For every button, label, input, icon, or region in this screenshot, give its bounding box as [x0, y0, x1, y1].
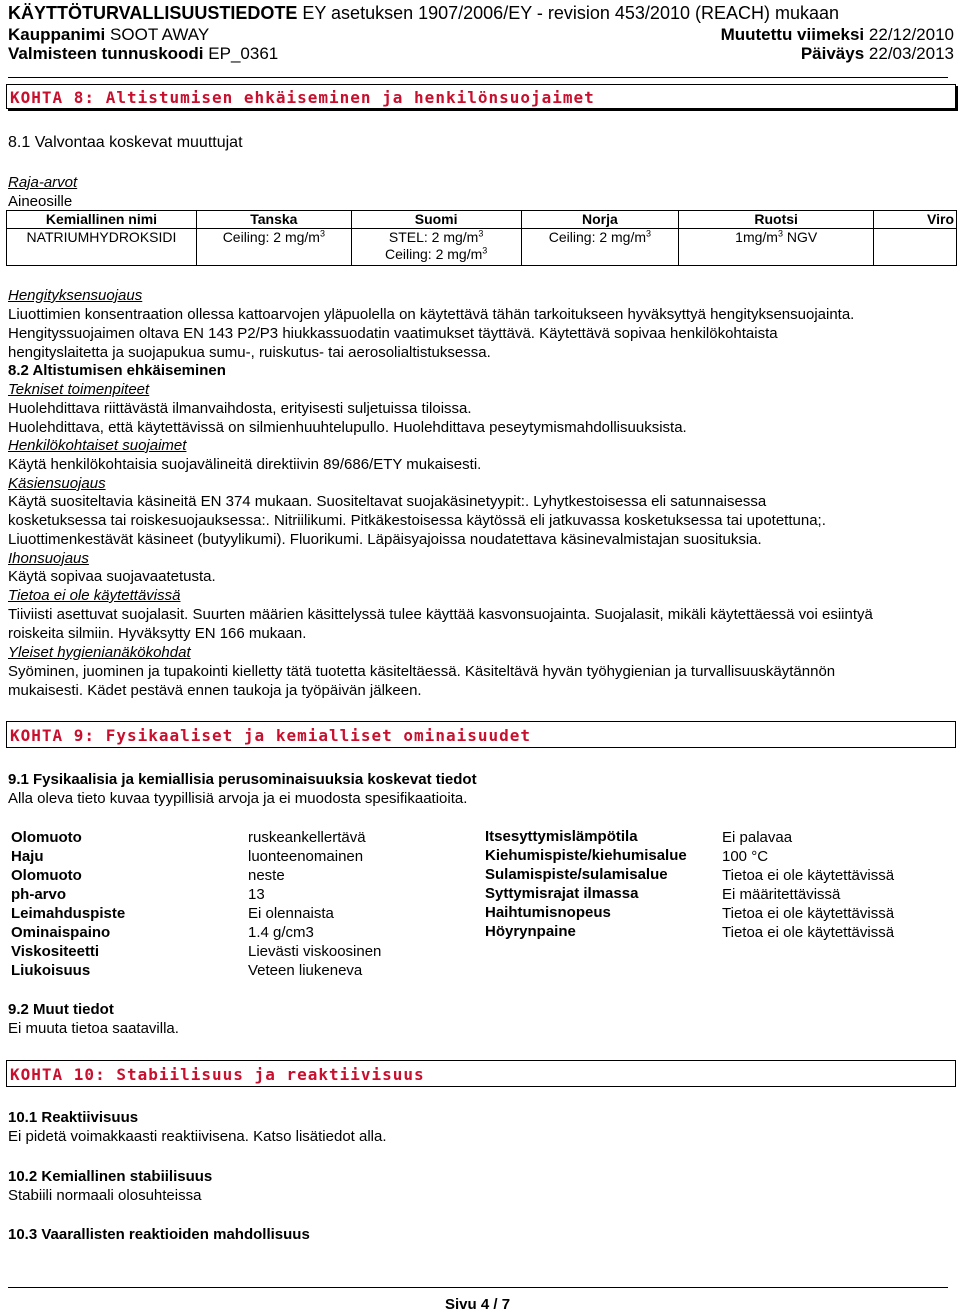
property-label: Höyrynpaine	[485, 923, 576, 940]
properties-left-labels	[11, 828, 125, 980]
norja-cell: Ceiling: 2 $mg/m^3$	[521, 229, 679, 266]
skin-protection-text: Käytä sopivaa suojavaatetusta.	[8, 568, 216, 585]
ppe-text: Käytä henkilökohtaisia suojavälineitä direktiivin 89/686/ETY mukaisesti.	[8, 456, 482, 473]
property-label: Syttymisrajat ilmassa	[485, 885, 639, 902]
property-value: ruskeankellertävä	[248, 829, 366, 846]
property-value: Tietoa ei ole käytettävissä	[722, 867, 895, 884]
property-value: Tietoa ei ole käytettävissä	[722, 924, 895, 941]
section9-bar	[6, 721, 956, 748]
property-value: Lievästi viskoosinen	[248, 943, 382, 960]
subsection-10-1-title: 10.1 Reaktiivisuus	[8, 1109, 139, 1126]
subsection-9-2-text: Ei muuta tietoa saatavilla.	[8, 1020, 179, 1037]
property-label: Haihtumisnopeus	[485, 904, 611, 921]
property-value: 13	[248, 886, 265, 903]
subsection-10-2-title: 10.2 Kemiallinen stabiilisuus	[8, 1168, 213, 1185]
column-header: Ruotsi	[679, 211, 874, 229]
subsection-9-2-title: 9.2 Muut tiedot	[8, 1001, 114, 1018]
substances-label: Aineosille	[8, 193, 73, 210]
property-value: Veteen liukeneva	[248, 962, 363, 979]
property-label: ph-arvo	[11, 886, 67, 903]
issue-date-label: Päiväys	[800, 44, 865, 63]
property-value: 1.4 g/cm3	[248, 924, 314, 941]
section9-title: KOHTA 9: Fysikaaliset ja kemialliset ominaisuudet	[10, 726, 532, 745]
property-label: Liukoisuus	[11, 962, 91, 979]
ruotsi-cell: $1mg/m^3$ NGV	[679, 229, 874, 266]
page-number: Sivu 4 / 7	[445, 1296, 511, 1313]
section10-bar	[6, 1060, 956, 1087]
last-modified-value: 22/12/2010	[868, 25, 954, 44]
product-code-label: Valmisteen tunnuskoodi	[8, 44, 204, 63]
subsection-8-2-title: 8.2 Altistumisen ehkäiseminen	[8, 362, 226, 379]
regulation-text: EY asetuksen 1907/2006/EY - revision 453/2010 (REACH) mukaan	[302, 3, 840, 23]
section8-title: KOHTA 8: Altistumisen ehkäiseminen ja henkilönsuojaimet	[10, 88, 595, 107]
column-header: Suomi	[351, 211, 521, 229]
property-value: neste	[248, 867, 285, 884]
subsection-10-3-title: 10.3 Vaarallisten reaktioiden mahdollisuus	[8, 1226, 310, 1243]
hygiene-heading: Yleiset hygienianäkökohdat	[8, 644, 191, 661]
limits-heading: Raja-arvot	[8, 174, 78, 191]
property-value: Ei palavaa	[722, 829, 793, 846]
footer-divider	[8, 1287, 948, 1288]
technical-measures-text: Huolehdittava, että käytettävissä on silmienhuuhtelupullo. Huolehdittava peseytymismahdollisuuksista.	[8, 419, 687, 436]
technical-measures-text: Huolehdittava riittävästä ilmanvaihdosta, erityisesti suljetuissa tiloissa.	[8, 400, 472, 417]
eye-protection-text: Tiiviisti asettuvat suojalasit. Suurten määrien käsittelyssä tulee käyttää kasvonsuojainta. Suojalasit, mikäli käytettäessä voi esiintyä	[8, 606, 873, 623]
trade-name-value: SOOT AWAY	[110, 25, 210, 44]
property-label: Olomuoto	[11, 829, 82, 846]
property-label: Kiehumispiste/kiehumisalue	[485, 847, 687, 864]
column-header: Norja	[521, 211, 679, 229]
properties-right-values	[722, 828, 894, 942]
column-header: Tanska	[196, 211, 351, 229]
hygiene-text: mukaisesti. Kädet pestävä ennen taukoja ja työpäivän jälkeen.	[8, 682, 422, 699]
table-row	[7, 229, 957, 266]
issue-date-value: 22/03/2013	[868, 44, 954, 63]
property-label: Olomuoto	[11, 867, 82, 884]
subsection-9-1-title: 9.1 Fysikaalisia ja kemiallisia perusominaisuuksia koskevat tiedot	[8, 771, 477, 788]
section8-bar	[6, 84, 956, 109]
respiratory-text: Liuottimien konsentraation ollessa kattoarvojen yläpuolella on käytettävä tähän tarkoitukseen hyväksyttyä hengityksensuojainta.	[8, 306, 855, 323]
respiratory-text: Hengityssuojaimen oltava EN 143 P2/P3 hiukkassuodatin vaatimukset täyttävä. Käytettävä sopivaa henkilökohtaista	[8, 325, 778, 342]
property-value: luonteenomainen	[248, 848, 364, 865]
respiratory-heading: Hengityksensuojaus	[8, 287, 143, 304]
eye-protection-text: roiskeita silmiin. Hyväksytty EN 166 mukaan.	[8, 625, 307, 642]
property-value: Tietoa ei ole käytettävissä	[722, 905, 895, 922]
hand-protection-text: Käytä suositeltavia käsineitä EN 374 mukaan. Suositeltavat suojakäsinetyypit:. Lyhytkestoisessa eli satunnaisessa	[8, 493, 767, 510]
property-label: Itsesyttymislämpötila	[485, 828, 638, 845]
property-label: Leimahduspiste	[11, 905, 126, 922]
technical-measures-heading: Tekniset toimenpiteet	[8, 381, 150, 398]
subsection-9-1-text: Alla oleva tieto kuvaa tyypillisiä arvoja ja ei muodosta spesifikaatioita.	[8, 790, 468, 807]
section10-title: KOHTA 10: Stabiilisuus ja reaktiivisuus	[10, 1065, 425, 1084]
chemical-name-cell: NATRIUMHYDROKSIDI	[7, 229, 197, 266]
property-label: Haju	[11, 848, 44, 865]
properties-right-labels	[485, 827, 687, 941]
tanska-cell: Ceiling: 2 $mg/m^3$	[196, 229, 351, 266]
not-available-heading: Tietoa ei ole käytettävissä	[8, 587, 181, 604]
hygiene-text: Syöminen, juominen ja tupakointi kielletty tätä tuotetta käsiteltäessä. Käsiteltävä hyvän työhygienian ja turvallisuuskäytännön	[8, 663, 836, 680]
header-divider	[8, 77, 948, 78]
respiratory-text: hengityslaitetta ja suojapukua sumu-, ruiskutus- tai aerosolialtistuksessa.	[8, 344, 491, 361]
trade-name	[8, 25, 209, 45]
subsection-10-1-text: Ei pidetä voimakkaasti reaktiivisena. Katso lisätiedot alla.	[8, 1128, 387, 1145]
suomi-cell: STEL: 2 $mg/m^3$ Ceiling: 2 $mg/m^3$	[351, 229, 521, 266]
properties-left-values	[248, 828, 381, 980]
hand-protection-heading: Käsiensuojaus	[8, 475, 106, 492]
property-label: Sulamispiste/sulamisalue	[485, 866, 668, 883]
property-value: 100 °C	[722, 848, 769, 865]
last-modified	[721, 25, 954, 45]
hand-protection-text: kosketuksessa tai roiskesuojauksessa:. Nitriilikumi. Pitkäkestoisessa käytössä eli jatkuvassa kosketuksessa tai upotettuna;.	[8, 512, 826, 529]
document-header-line1	[8, 3, 839, 24]
exposure-limits-table	[6, 210, 957, 266]
trade-name-label: Kauppanimi	[8, 25, 106, 44]
subsection-10-2-text: Stabiili normaali olosuhteissa	[8, 1187, 202, 1204]
document-title: KÄYTTÖTURVALLISUUSTIEDOTE	[8, 3, 298, 23]
property-value: Ei määritettävissä	[722, 886, 841, 903]
hand-protection-text: Liuottimenkestävät käsineet (butyylikumi). Fluorikumi. Läpäisyajoissa noudatettava käsinevalmistajan suosituksia.	[8, 531, 762, 548]
column-header: Viro	[874, 211, 957, 229]
product-code-value: EP_0361	[208, 44, 279, 63]
last-modified-label: Muutettu viimeksi	[720, 25, 865, 44]
table-header-row	[7, 211, 957, 229]
skin-protection-heading: Ihonsuojaus	[8, 550, 89, 567]
property-label: Ominaispaino	[11, 924, 111, 941]
subsection-8-1-title: 8.1 Valvontaa koskevat muuttujat	[8, 134, 243, 151]
viro-cell	[874, 229, 957, 266]
ppe-heading: Henkilökohtaiset suojaimet	[8, 437, 187, 454]
product-code	[8, 44, 278, 64]
column-header: Kemiallinen nimi	[7, 211, 197, 229]
property-value: Ei olennaista	[248, 905, 334, 922]
property-label: Viskositeetti	[11, 943, 100, 960]
issue-date	[801, 44, 954, 64]
